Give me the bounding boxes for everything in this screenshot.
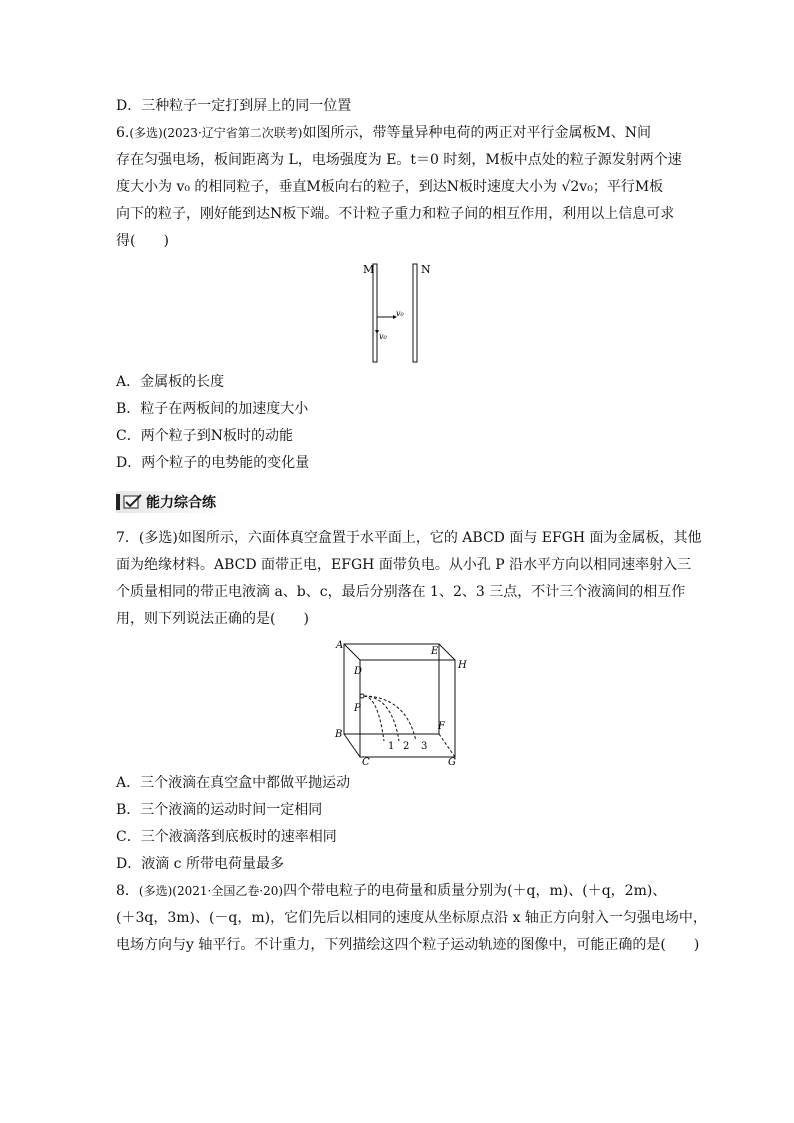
q7-option-c: C．三个液滴落到底板时的速率相同: [116, 829, 337, 845]
q7-line-2: 面为绝缘材料。ABCD 面带正电，EFGH 面带负电。从小孔 P 沿水平方向以相同速率射入三: [116, 557, 692, 573]
box-back-face: [344, 644, 439, 734]
point-2: 2: [403, 741, 410, 752]
vertex-f: F: [438, 721, 445, 732]
vertex-g: G: [448, 757, 456, 767]
fig1-label-v-down: v₀: [379, 332, 387, 341]
section-title: 能力综合练: [146, 495, 216, 511]
figure-parallel-plates: [355, 260, 445, 366]
q8-number: 8．: [116, 883, 139, 899]
vertex-b: B: [335, 729, 343, 740]
q7-option-a: A．三个液滴在真空盒中都做平抛运动: [116, 775, 351, 791]
q8-line-3: 电场方向与y 轴平行。不计重力，下列描绘这四个粒子运动轨迹的图像中，可能正确的是( ): [116, 937, 700, 953]
q6-sqrt-value: √2v₀: [561, 179, 593, 195]
vertex-h: H: [458, 660, 467, 671]
q6-option-d: D．两个粒子的电势能的变化量: [116, 455, 310, 471]
q6-source-tag: (多选)(2023·辽宁省第二次联考): [129, 126, 303, 140]
q7-line-1: 7．(多选)如图所示，六面体真空盒置于水平面上，它的 ABCD 面与 EFGH 面为金属板，其他: [116, 530, 702, 546]
checklist-icon: [123, 494, 143, 510]
plate-n: [413, 264, 417, 362]
figure-vacuum-box: [330, 637, 470, 767]
section-header: [116, 491, 226, 513]
q6-option-b: B．粒子在两板间的加速度大小: [116, 401, 309, 417]
q6-line-2: 存在匀强电场，板间距离为 L，电场强度为 E。t＝0 时刻，M板中点处的粒子源发射两个速: [116, 152, 682, 168]
point-1: 1: [388, 741, 395, 752]
q6-option-c: C．两个粒子到N板时的动能: [116, 428, 293, 444]
q6-line-3: [116, 177, 663, 197]
q5-option-d: D．三种粒子一定打到屏上的同一位置: [116, 98, 352, 114]
q6-text-1: 如图所示，带等量异种电荷的两正对平行金属板M、N间: [302, 125, 652, 141]
q7-option-b: B．三个液滴的运动时间一定相同: [116, 802, 323, 818]
label-p: P: [354, 703, 361, 714]
fig1-label-v-right: v₀: [396, 309, 404, 318]
vertex-d: D: [354, 666, 363, 677]
q7-option-d: D．液滴 c 所带电荷量最多: [116, 856, 284, 872]
fig1-label-n: N: [421, 263, 431, 276]
q6-line-5: 得( ): [116, 233, 169, 249]
q6-text-3a: 度大小为 v₀ 的相同粒子，垂直M板向右的粒子，到达N板时速度大小为: [116, 179, 562, 195]
q8-line-1: [116, 881, 666, 901]
q8-line-2: (＋3q，3m)、(－q，m)，它们先后以相同的速度从坐标原点沿 x 轴正方向射入一匀强电场中，: [116, 910, 707, 926]
q8-text-1: 四个带电粒子的电荷量和质量分别为(＋q，m)、(＋q，2m)、: [283, 883, 667, 899]
fig1-label-m: M: [363, 263, 375, 276]
vertex-e: E: [431, 646, 439, 657]
q6-text-3c: ；平行M板: [592, 179, 664, 195]
vertex-c: C: [362, 757, 370, 767]
q6-line-1: [116, 123, 651, 143]
hole-p: [360, 694, 364, 698]
q6-number: 6.: [116, 125, 130, 141]
q6-option-a: A．金属板的长度: [116, 374, 225, 390]
vertex-a: A: [336, 640, 344, 651]
q6-line-4: 向下的粒子，刚好能到达N板下端。不计粒子重力和粒子间的相互作用，利用以上信息可求: [116, 206, 675, 222]
q7-line-4: 用，则下列说法正确的是( ): [116, 611, 309, 627]
q7-line-3: 个质量相同的带正电液滴 a、b、c，最后分别落在 1、2、3 三点，不计三个液滴间的相互作: [116, 584, 686, 600]
plate-m: [373, 264, 377, 362]
point-3: 3: [421, 741, 428, 752]
q8-source-tag: (多选)(2021·全国乙卷·20): [138, 884, 284, 898]
